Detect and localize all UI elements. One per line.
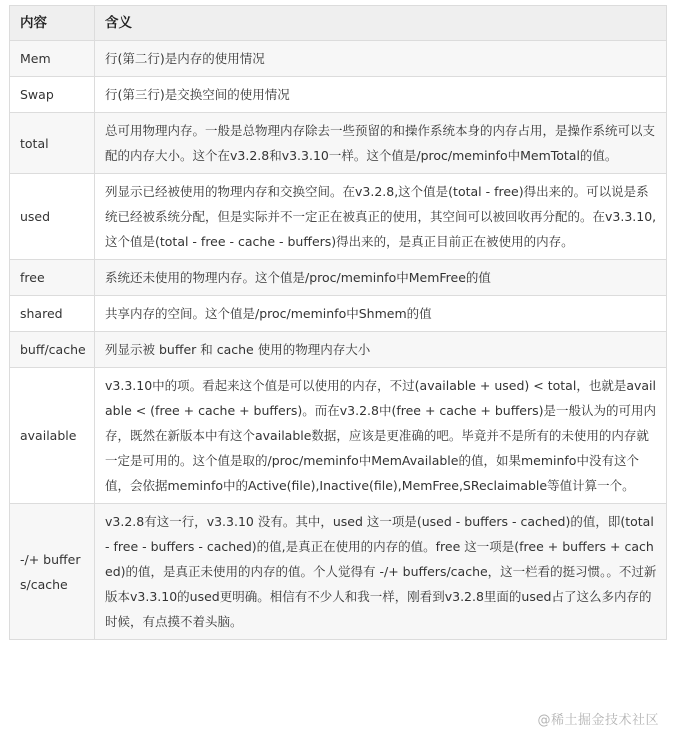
table-row <box>10 77 667 113</box>
row-name-shared: shared <box>10 296 95 332</box>
row-name-available: available <box>10 368 95 504</box>
row-name-mem: Mem <box>10 41 95 77</box>
row-meaning-buffers-cache: v3.2.8有这一行，v3.3.10 没有。其中，used 这一项是(used - buffers - cached)的值，即(total - free - buffers - cached)的值,是真正在使用的内存的值。free 这一项是(free + buffers + cached)的值，是真正未使用的内存的值。个人觉得有 -/+ buffers/cache，这一栏看的挺习惯。。不过新版本v3.3.10的used更明确。相信有不少人和我一样，刚看到v3.2.8里面的used占了这么多内存的时候，有点摸不着头脑。 <box>95 504 667 640</box>
table-container <box>9 5 666 640</box>
table-row <box>10 113 667 174</box>
row-name-free: free <box>10 260 95 296</box>
row-meaning-buff-cache: 列显示被 buffer 和 cache 使用的物理内存大小 <box>95 332 667 368</box>
table-header-row <box>10 6 667 41</box>
site-watermark: @稀土掘金技术社区 <box>537 713 659 728</box>
row-meaning-swap: 行(第三行)是交换空间的使用情况 <box>95 77 667 113</box>
row-meaning-free: 系统还未使用的物理内存。这个值是/proc/meminfo中MemFree的值 <box>95 260 667 296</box>
table-row <box>10 368 667 504</box>
row-name-buffers-cache: -/+ buffers/cache <box>10 504 95 640</box>
row-meaning-shared: 共享内存的空间。这个值是/proc/meminfo中Shmem的值 <box>95 296 667 332</box>
table-row <box>10 174 667 260</box>
table-row <box>10 260 667 296</box>
row-meaning-available: v3.3.10中的项。看起来这个值是可以使用的内存，不过(available + used) < total，也就是available < (free + cache + buffers)。而在v3.2.8中(free + cache + buffers)是一般认为的可用内存，既然在新版本中有这个available数据，应该是更准确的吧。毕竟并不是所有的未使用的内存就一定是可用的。这个值是取的/proc/meminfo中MemAvailable的值，如果meminfo中没有这个值，会依据meminfo中的Active(file),Inactive(file),MemFree,SReclaimable等值计算一个。 <box>95 368 667 504</box>
row-name-used: used <box>10 174 95 260</box>
table-row <box>10 504 667 640</box>
table-row <box>10 41 667 77</box>
row-meaning-total: 总可用物理内存。一般是总物理内存除去一些预留的和操作系统本身的内存占用，是操作系统可以支配的内存大小。这个在v3.2.8和v3.3.10一样。这个值是/proc/meminfo中MemTotal的值。 <box>95 113 667 174</box>
header-content: 内容 <box>10 6 95 41</box>
header-meaning: 含义 <box>95 6 667 41</box>
row-name-total: total <box>10 113 95 174</box>
row-name-swap: Swap <box>10 77 95 113</box>
row-name-buff-cache: buff/cache <box>10 332 95 368</box>
table-row <box>10 296 667 332</box>
row-meaning-used: 列显示已经被使用的物理内存和交换空间。在v3.2.8,这个值是(total - free)得出来的。可以说是系统已经被系统分配，但是实际并不一定正在被真正的使用，其空间可以被回收再分配的。在v3.3.10,这个值是(total - free - cache - buffers)得出来的，是真正目前正在被使用的内存。 <box>95 174 667 260</box>
row-meaning-mem: 行(第二行)是内存的使用情况 <box>95 41 667 77</box>
memory-fields-table <box>9 5 667 640</box>
table-row <box>10 332 667 368</box>
